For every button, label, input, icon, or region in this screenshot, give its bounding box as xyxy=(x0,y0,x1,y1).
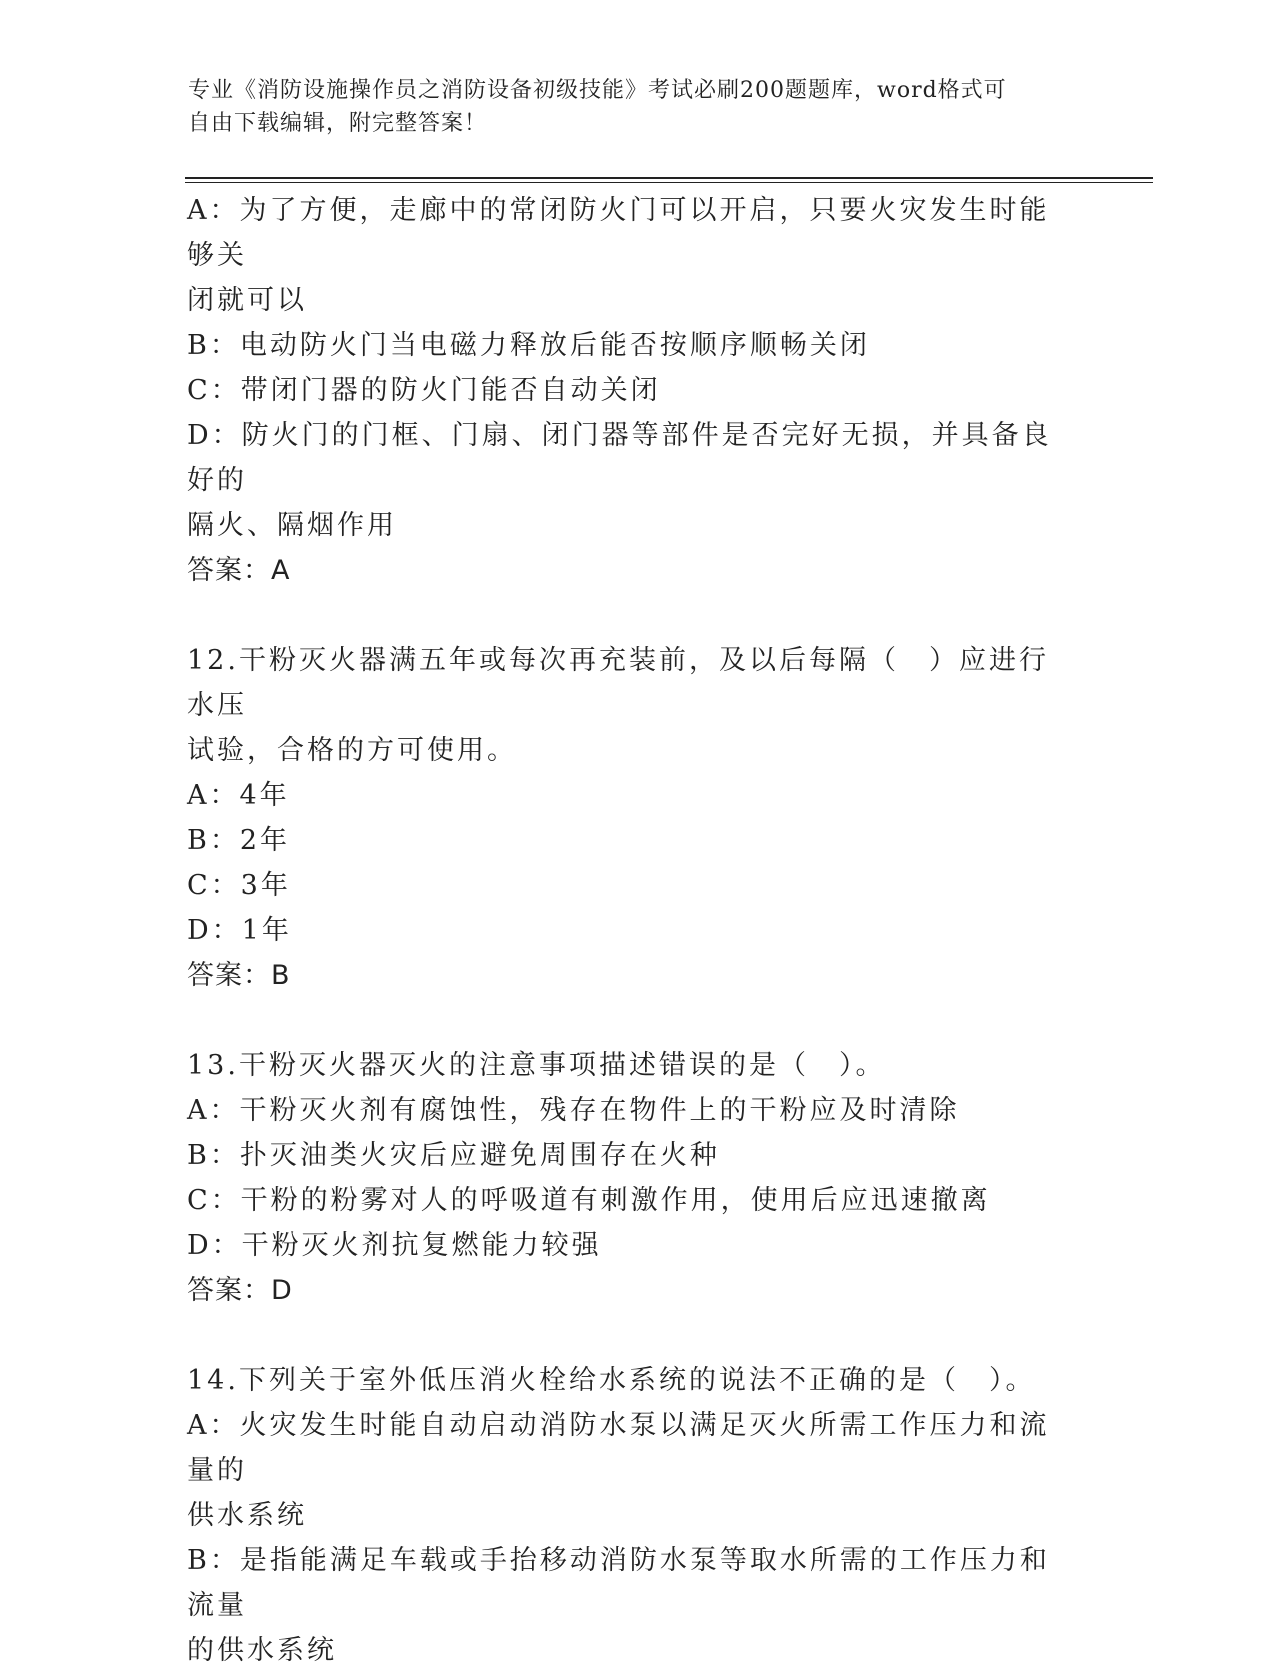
header-divider-thin xyxy=(185,182,1153,183)
q13-option-d: D：干粉灭火剂抗复燃能力较强 xyxy=(187,1230,602,1261)
document-body xyxy=(187,188,1067,1673)
q14-option-a-line2: 供水系统 xyxy=(187,1500,307,1531)
q13-option-a: A：干粉灭火剂有腐蚀性，残存在物件上的干粉应及时清除 xyxy=(187,1095,960,1126)
header-line-2: 自由下载编辑，附完整答案！ xyxy=(188,111,488,136)
q12-stem-line1: 12.干粉灭火器满五年或每次再充装前，及以后每隔（ ）应进行水压 xyxy=(187,645,1049,721)
q11-option-b: B：电动防火门当电磁力释放后能否按顺序顺畅关闭 xyxy=(187,330,870,361)
q14-option-a-line1: A：火灾发生时能自动启动消防水泵以满足灭火所需工作压力和流量的 xyxy=(187,1410,1050,1486)
q12-option-d: D：1年 xyxy=(187,915,292,946)
q11-option-d-line2: 隔火、隔烟作用 xyxy=(187,510,397,541)
q12-option-c: C：3年 xyxy=(187,870,291,901)
q12-option-a: A：4年 xyxy=(187,780,290,811)
q11-option-c: C：带闭门器的防火门能否自动关闭 xyxy=(187,375,661,406)
question-13 xyxy=(187,1043,1067,1313)
q12-answer: 答案：B xyxy=(187,960,291,991)
q14-option-b-line2: 的供水系统 xyxy=(187,1635,337,1666)
q11-option-a-line2: 闭就可以 xyxy=(187,285,307,316)
question-12 xyxy=(187,638,1067,998)
q14-option-b-line1: B：是指能满足车载或手抬移动消防水泵等取水所需的工作压力和流量 xyxy=(187,1545,1050,1621)
q12-stem-line2: 试验，合格的方可使用。 xyxy=(187,735,517,766)
q12-option-b: B：2年 xyxy=(187,825,291,856)
q13-option-b: B：扑灭油类火灾后应避免周围存在火种 xyxy=(187,1140,720,1171)
q13-answer: 答案：D xyxy=(187,1275,293,1306)
q11-option-d-line1: D：防火门的门框、门扇、闭门器等部件是否完好无损，并具备良好的 xyxy=(187,420,1052,496)
q11-option-a-line1: A：为了方便，走廊中的常闭防火门可以开启，只要火灾发生时能够关 xyxy=(187,195,1050,271)
header-line-1: 专业《消防设施操作员之消防设备初级技能》考试必刷200题题库，word格式可 xyxy=(188,78,1007,103)
q11-answer: 答案：A xyxy=(187,555,291,586)
header-divider-thick xyxy=(185,177,1153,179)
q13-stem: 13.干粉灭火器灭火的注意事项描述错误的是（ ）。 xyxy=(187,1050,886,1081)
question-11 xyxy=(187,188,1067,593)
document-header xyxy=(188,74,1058,140)
q13-option-c: C：干粉的粉雾对人的呼吸道有刺激作用，使用后应迅速撤离 xyxy=(187,1185,991,1216)
q14-stem: 14.下列关于室外低压消火栓给水系统的说法不正确的是（ ）。 xyxy=(187,1365,1036,1396)
question-14 xyxy=(187,1358,1067,1673)
